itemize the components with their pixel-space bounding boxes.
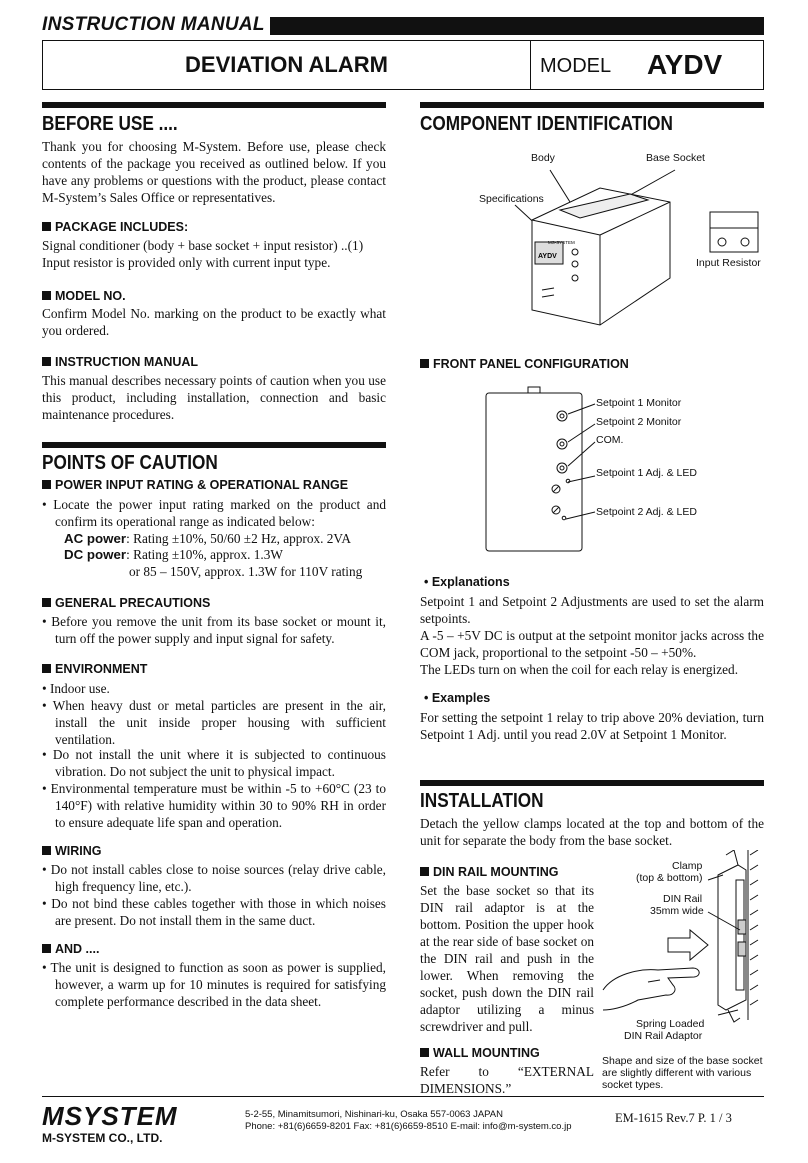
explanations-p2: A -5 – +5V DC is output at the setpoint monitor jacks across the COM jack, proportional to the setpoint -50 – +50%. — [420, 628, 764, 660]
wall-heading: WALL MOUNTING — [420, 1046, 540, 1060]
company-address-block — [245, 1109, 571, 1133]
examples-p1: For setting the setpoint 1 relay to trip above 20% deviation, turn Setpoint 1 Adj. until you read 2.0V at Setpoint 1 Monitor. — [420, 710, 764, 742]
caution-heading: POINTS OF CAUTION — [42, 452, 218, 474]
company-logo: MSYSTEM — [42, 1101, 178, 1131]
sp2-monitor-label: Setpoint 2 Monitor — [596, 416, 682, 428]
ac-power-line — [64, 530, 394, 547]
components-heading: COMPONENT IDENTIFICATION — [420, 113, 673, 135]
doc-reference: EM-1615 Rev.7 P. 1 / 3 — [615, 1111, 732, 1125]
socket-note: Shape and size of the base socket are slightly different with various socket types. — [602, 1055, 763, 1091]
input-resistor-label: Input Resistor — [696, 257, 761, 269]
clamp-label: Clamp — [672, 860, 703, 872]
section-bar — [420, 780, 764, 786]
title-divider — [530, 41, 531, 89]
dc-power-label: DC power — [64, 547, 127, 562]
sp1-adj-label: Setpoint 1 Adj. & LED — [596, 467, 697, 479]
power-heading: POWER INPUT RATING & OPERATIONAL RANGE — [42, 478, 348, 492]
company-name: M-SYSTEM CO., LTD. — [42, 1131, 163, 1145]
footer-rule — [42, 1096, 764, 1097]
package-line2: Input resistor is provided only with current input type. — [42, 255, 331, 270]
company-contact: Phone: +81(6)6659-8201 Fax: +81(6)6659-8510 E-mail: info@m-system.co.jp — [245, 1121, 572, 1132]
dc-power-text: : Rating ±10%, approx. 1.3W — [126, 547, 283, 562]
spring-label-2: DIN Rail Adaptor — [624, 1030, 703, 1042]
wiring-bullet-2: • Do not bind these cables together with those in which noises are present. Do not install them in the same duct. — [42, 896, 386, 928]
model-label: MODEL — [540, 55, 612, 77]
front-panel-figure — [480, 386, 600, 556]
title-box — [42, 40, 764, 90]
env-bullet-3: • Do not install the unit where it is subjected to continuous vibration. Do not subject the unit to physical impact. — [42, 747, 386, 779]
package-heading: PACKAGE INCLUDES: — [42, 220, 188, 234]
com-label: COM. — [596, 434, 624, 446]
company-address: 5-2-55, Minamitsumori, Nishinari-ku, Osaka 557-0063 JAPAN — [245, 1109, 504, 1120]
manual-heading: INSTRUCTION MANUAL — [42, 355, 198, 369]
and-heading: AND .... — [42, 942, 99, 956]
explanations-p3: The LEDs turn on when the coil for each relay is energized. — [420, 662, 739, 677]
and-bullet-1: • The unit is designed to function as soon as power is supplied, however, a warm up for 10 minutes is required for satisfying complete performance described in the data sheet. — [42, 960, 386, 1009]
env-bullet-2: • When heavy dust or metal particles are present in the air, install the unit inside proper housing with sufficient ventilation. — [42, 698, 386, 747]
model-code: AYDV — [647, 49, 723, 80]
power-bullet: • Locate the power input rating marked on the product and confirm its operational range as indicated below: — [42, 497, 386, 529]
din-text: Set the base socket so that its DIN rail adaptor is at the bottom. Position the upper hook at the rear side of base socket on the DIN rail and push in the lower. When removing the socket, push down the DIN rail adaptor utilizing a minus screwdriver and pull. — [420, 883, 594, 1034]
section-bar — [42, 102, 386, 108]
component-figure — [470, 160, 770, 350]
wiring-heading: WIRING — [42, 844, 102, 858]
sp2-adj-label: Setpoint 2 Adj. & LED — [596, 506, 697, 518]
wiring-bullet-1: • Do not install cables close to noise sources (relay drive cable, high frequency line, etc.). — [42, 862, 386, 894]
installation-intro: Detach the yellow clamps located at the top and bottom of the unit for separate the body from the base socket. — [420, 816, 764, 848]
explanations-heading: • Explanations — [424, 575, 510, 589]
general-heading: GENERAL PRECAUTIONS — [42, 596, 210, 610]
header-bar — [270, 17, 764, 35]
din-rail-figure — [598, 850, 768, 1025]
dc-power-text2: or 85 – 150V, approx. 1.3W for 110V rating — [129, 564, 363, 579]
before-use-intro: Thank you for choosing M-System. Before use, please check contents of the package you received as outlined below. If you have any problems or questions with the product, please contact M-System’s Sales Office or representatives. — [42, 139, 386, 205]
package-line1: Signal conditioner (body + base socket + input resistor) ..(1) — [42, 238, 364, 253]
device-model-text: AYDV — [538, 253, 557, 260]
general-bullet: • Before you remove the unit from its base socket or mount it, turn off the power supply and input signal for safety. — [42, 614, 386, 646]
din-rail-label: DIN Rail — [663, 893, 703, 905]
wall-text: Refer to “EXTERNAL DIMENSIONS.” — [420, 1064, 594, 1096]
base-socket-label: Base Socket — [646, 152, 705, 164]
din-heading: DIN RAIL MOUNTING — [420, 865, 558, 879]
sp1-monitor-label: Setpoint 1 Monitor — [596, 397, 682, 409]
ac-power-label: AC power — [64, 531, 127, 546]
manual-text: This manual describes necessary points of caution when you use this product, including installation, connection and basic maintenance procedures. — [42, 373, 386, 422]
examples-heading: • Examples — [424, 691, 491, 705]
manual-label: INSTRUCTION MANUAL — [42, 14, 265, 35]
device-maker-text: MS-SYSTEM — [548, 240, 575, 245]
model-no-text: Confirm Model No. marking on the product to be exactly what you ordered. — [42, 306, 386, 338]
ac-power-text: : Rating ±10%, 50/60 ±2 Hz, approx. 2VA — [126, 531, 351, 546]
installation-heading: INSTALLATION — [420, 790, 544, 812]
dc-power-line — [64, 546, 394, 563]
model-no-heading: MODEL NO. — [42, 289, 126, 303]
section-bar — [420, 102, 764, 108]
env-bullet-1: • Indoor use. — [42, 681, 110, 696]
spring-label: Spring Loaded — [636, 1018, 705, 1030]
specifications-label: Specifications — [479, 193, 544, 205]
env-bullet-4: • Environmental temperature must be within -5 to +60°C (23 to 140°F) with relative humidity within 30 to 90% RH in order to ensure adequate life span and operation. — [42, 781, 386, 830]
doc-title: DEVIATION ALARM — [185, 52, 388, 77]
explanations-p1: Setpoint 1 and Setpoint 2 Adjustments are used to set the alarm setpoints. — [420, 594, 764, 626]
body-label: Body — [531, 152, 555, 164]
din-rail-label-2: 35mm wide — [650, 905, 704, 917]
section-bar — [42, 442, 386, 448]
front-panel-heading: FRONT PANEL CONFIGURATION — [420, 357, 629, 371]
clamp-label-2: (top & bottom) — [636, 872, 703, 884]
before-use-heading: BEFORE USE .... — [42, 113, 178, 135]
environment-heading: ENVIRONMENT — [42, 662, 147, 676]
